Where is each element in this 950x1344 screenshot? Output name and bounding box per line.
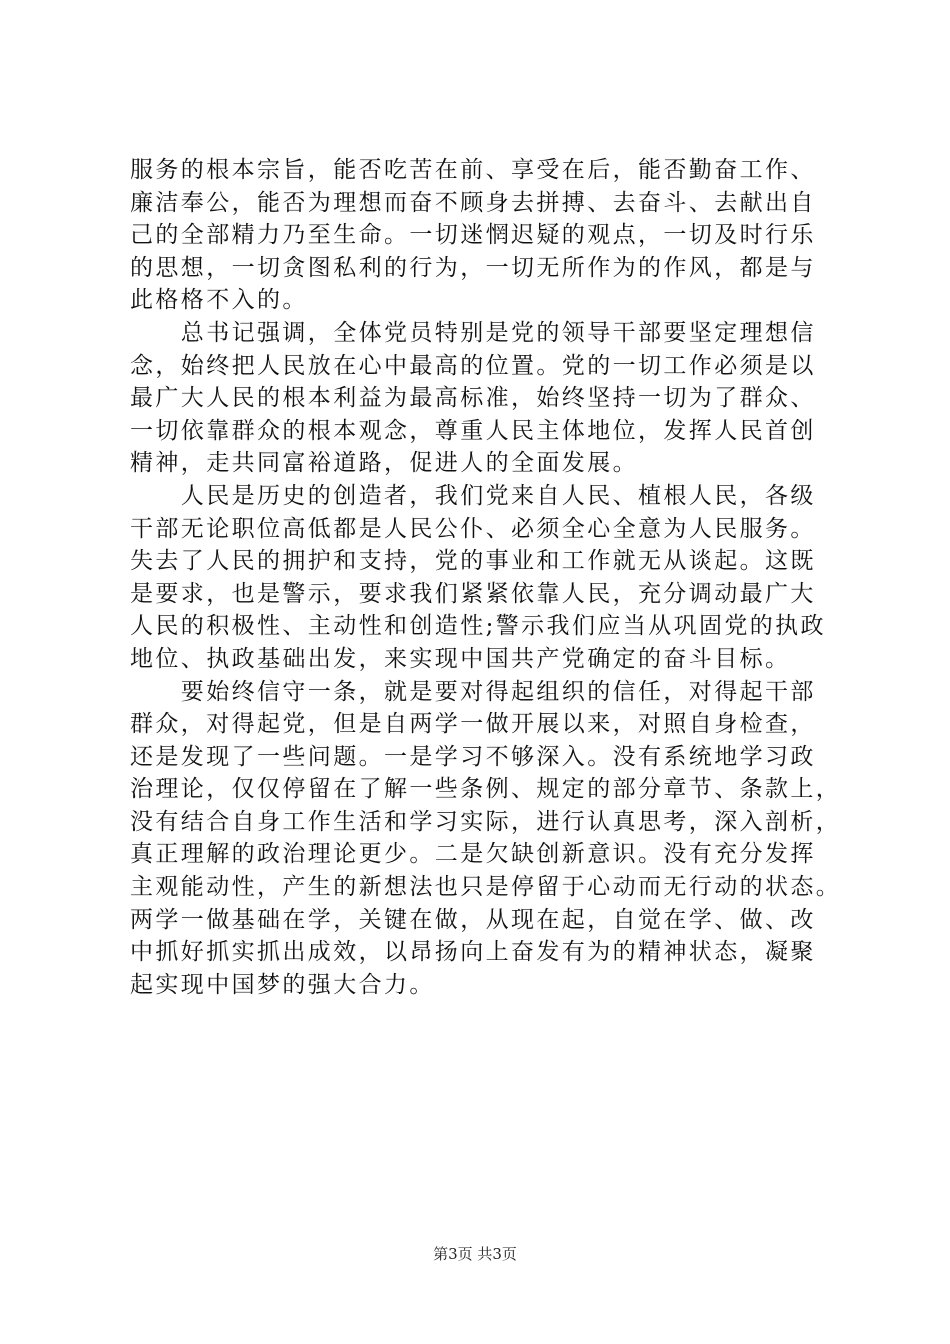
text-line: 廉洁奉公，能否为理想而奋不顾身去拼搏、去奋斗、去献出自 <box>130 189 816 216</box>
text-line: 两学一做基础在学，关键在做，从现在起，自觉在学、做、改 <box>130 906 816 933</box>
text-line: 精神，走共同富裕道路，促进人的全面发展。 <box>130 450 638 477</box>
text-line: 最广大人民的根本利益为最高标准，始终坚持一切为了群众、 <box>130 385 816 412</box>
text-line: 地位、执政基础出发，来实现中国共产党确定的奋斗目标。 <box>130 645 791 672</box>
page-number: 第3页 共3页 <box>433 1245 517 1263</box>
text-line: 己的全部精力乃至生命。一切迷惘迟疑的观点，一切及时行乐 <box>130 222 816 249</box>
text-line: 中抓好抓实抓出成效，以昂扬向上奋发有为的精神状态，凝聚 <box>130 939 816 966</box>
page-footer <box>0 1243 950 1264</box>
text-line: 治理论，仅仅停留在了解一些条例、规定的部分章节、条款上， <box>130 776 842 803</box>
text-line: 是要求，也是警示，要求我们紧紧依靠人民，充分调动最广大 <box>130 580 816 607</box>
text-line: 干部无论职位高低都是人民公仆、必须全心全意为人民服务。 <box>130 515 816 542</box>
text-line: 真正理解的政治理论更少。二是欠缺创新意识。没有充分发挥 <box>130 841 816 868</box>
text-line: 此格格不入的。 <box>130 287 308 314</box>
text-line: 还是发现了一些问题。一是学习不够深入。没有系统地学习政 <box>130 743 816 770</box>
text-line: 主观能动性，产生的新想法也只是停留于心动而无行动的状态。 <box>130 874 842 901</box>
text-line: 人民是历史的创造者，我们党来自人民、植根人民，各级 <box>130 482 816 509</box>
text-line: 群众，对得起党，但是自两学一做开展以来，对照自身检查， <box>130 711 816 738</box>
text-line: 要始终信守一条，就是要对得起组织的信任，对得起干部 <box>130 678 816 705</box>
text-line: 失去了人民的拥护和支持，党的事业和工作就无从谈起。这既 <box>130 548 816 575</box>
document-body <box>130 154 842 1001</box>
text-line: 念，始终把人民放在心中最高的位置。党的一切工作必须是以 <box>130 352 816 379</box>
text-line: 服务的根本宗旨，能否吃苦在前、享受在后，能否勤奋工作、 <box>130 157 816 183</box>
text-line: 没有结合自身工作生活和学习实际，进行认真思考，深入剖析， <box>130 808 842 835</box>
text-line: 人民的积极性、主动性和创造性;警示我们应当从巩固党的执政 <box>130 613 826 640</box>
text-line: 起实现中国梦的强大合力。 <box>130 971 435 998</box>
text-line: 的思想，一切贪图私利的行为，一切无所作为的作风，都是与 <box>130 254 816 281</box>
text-line: 一切依靠群众的根本观念，尊重人民主体地位，发挥人民首创 <box>130 417 816 444</box>
text-line: 总书记强调，全体党员特别是党的领导干部要坚定理想信 <box>130 319 816 346</box>
